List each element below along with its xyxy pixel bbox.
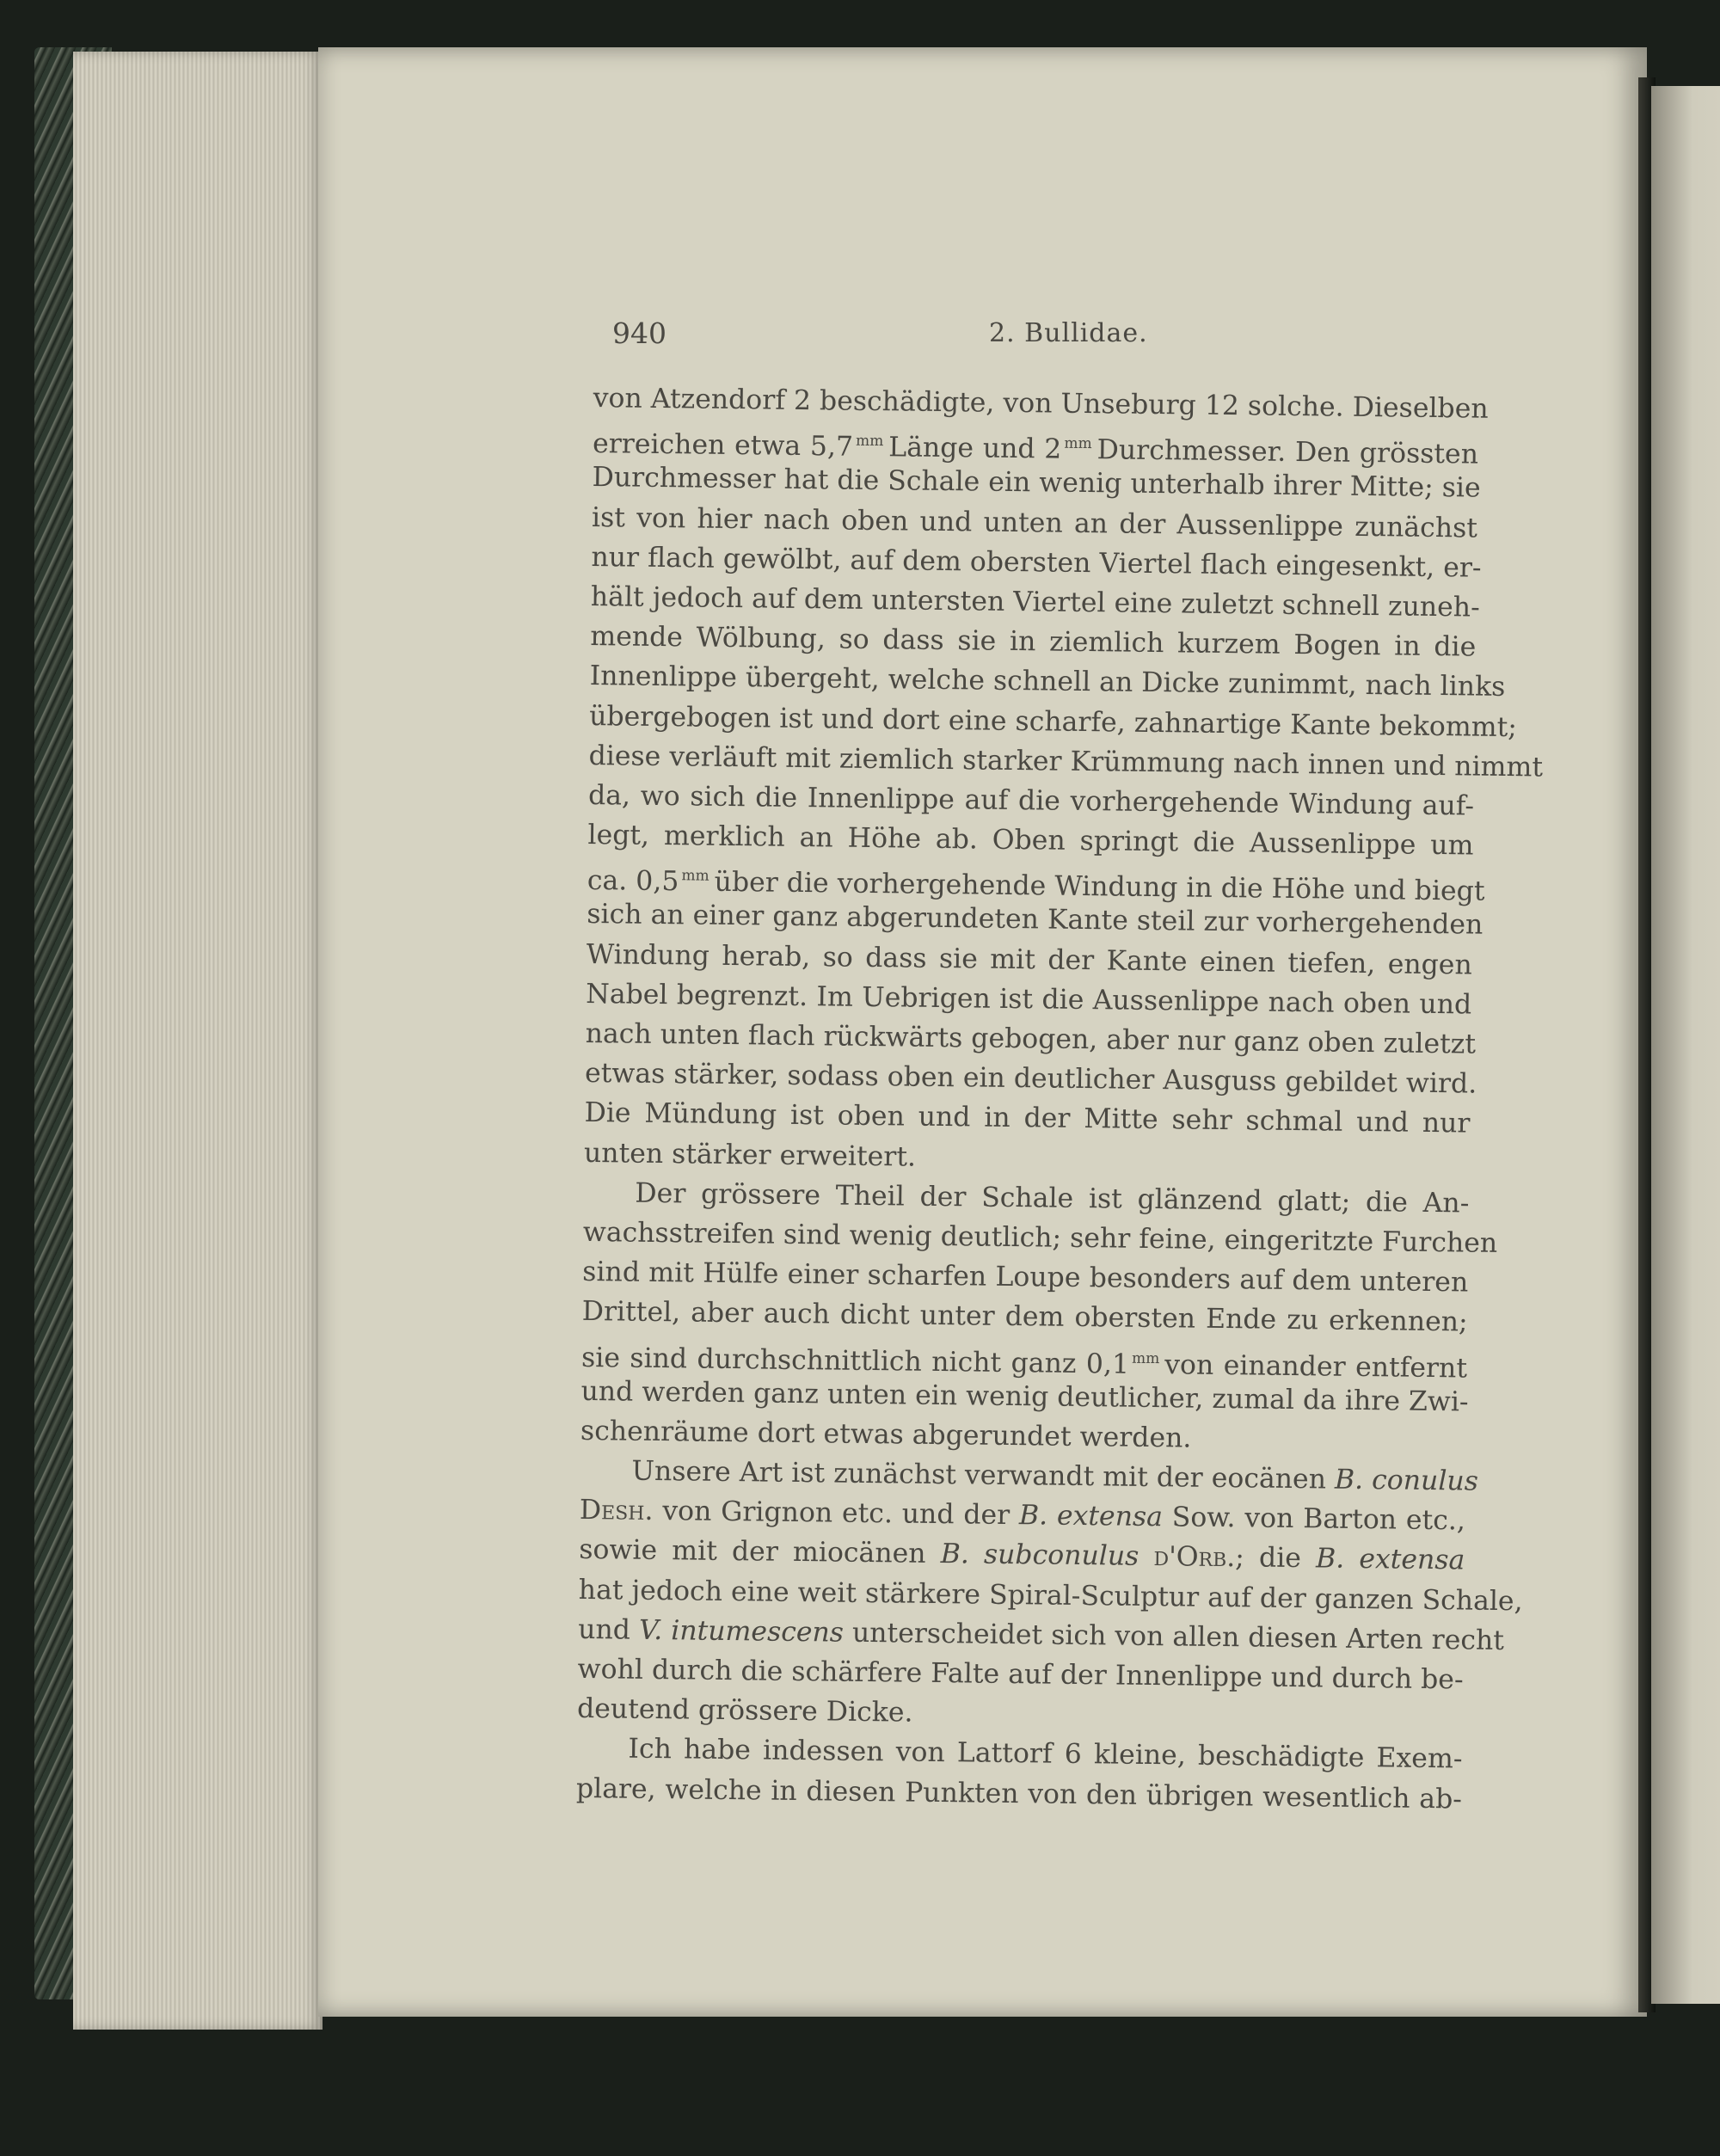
- species-name: V. intumescens: [638, 1614, 845, 1649]
- text-line: hält jedoch auf dem untersten Viertel eine zuletzt schnell zuneh-: [590, 580, 1480, 623]
- text-line: und V. intumescens unterscheidet sich von allen diesen Arten recht: [578, 1613, 1505, 1656]
- text-line: nach unten flach rückwärts gebogen, aber nur ganz oben zuletzt: [585, 1017, 1477, 1060]
- text-line: Windung herab, so dass sie mit der Kante einen tiefen, engen: [586, 938, 1472, 981]
- text-line: schenräume dort etwas abgerundet werden.: [580, 1415, 1192, 1454]
- text-line: mende Wölbung, so dass sie in ziemlich kurzem Bogen in die: [590, 621, 1477, 663]
- text-line: übergebogen ist und dort eine scharfe, zahnartige Kante bekommt;: [588, 700, 1518, 743]
- paragraph-2: [580, 1173, 1498, 1462]
- running-head: 2. Bullidae.: [989, 318, 1148, 348]
- page-header: [612, 310, 1472, 361]
- text-line: sie sind durchschnittlich nicht ganz 0,1 $^{mm}$ von einander entfernt: [580, 1342, 1468, 1384]
- text-line: nur flach gewölbt, auf dem obersten Viertel flach eingesenkt, er-: [591, 541, 1482, 584]
- species-name: B. conulus: [1334, 1464, 1479, 1497]
- page-number: 940: [612, 316, 666, 350]
- text-line: sind mit Hülfe einer scharfen Loupe besonders auf dem unteren: [582, 1256, 1469, 1299]
- text-line: etwas stärker, sodass oben ein deutlicher Ausguss gebildet wird.: [584, 1058, 1477, 1100]
- text-line: ca. 0,5 $^{mm}$ über die vorhergehende Windung in die Höhe und biegt: [587, 865, 1485, 907]
- text-line: da, wo sich die Innenlippe auf die vorhergehende Windung auf-: [587, 779, 1475, 822]
- text-line: sowie mit der miocänen B. subconulus d'Orb.; die B. extensa: [579, 1534, 1465, 1576]
- facing-page-edge: [1651, 86, 1720, 2004]
- text-line: erreichen etwa 5,7 $^{mm}$ Länge und 2 $^{mm}$ Durchmesser. Den grössten: [592, 428, 1479, 470]
- text-line: Innenlippe übergeht, welche schnell an Dicke zunimmt, nach links: [589, 660, 1506, 703]
- text-line: diese verläuft mit ziemlich starker Krümmung nach innen und nimmt: [588, 740, 1544, 783]
- paragraph-3: [576, 1451, 1523, 1740]
- page-edges: [73, 52, 322, 2030]
- author-name: d'Orb.: [1153, 1541, 1236, 1574]
- paragraph-4: [576, 1729, 1463, 1819]
- text-line: Desh. von Grignon etc. und der B. extensa Sow. von Barton etc.,: [579, 1495, 1466, 1537]
- text-line: Ich habe indessen von Lattorf 6 kleine, beschädigte Exem-: [628, 1733, 1463, 1775]
- text-line: Die Mündung ist oben und in der Mitte sehr schmal und nur: [584, 1097, 1471, 1139]
- text-line: von Atzendorf 2 beschädigte, von Unseburg 12 solche. Dieselben: [593, 382, 1489, 425]
- text-line: Nabel begrenzt. Im Uebrigen ist die Aussenlippe nach oben und: [586, 978, 1472, 1021]
- text-line: legt, merklich an Höhe ab. Oben springt die Aussenlippe um: [587, 820, 1474, 862]
- text-line: und werden ganz unten ein wenig deutlicher, zumal da ihre Zwi-: [580, 1375, 1469, 1418]
- text-line: plare, welche in diesen Punkten von den übrigen wesentlich ab-: [575, 1772, 1463, 1815]
- text-line: hat jedoch eine weit stärkere Spiral-Sculptur auf der ganzen Schale,: [578, 1574, 1523, 1617]
- species-name: B. subconulus: [940, 1539, 1140, 1573]
- text-line: Durchmesser hat die Schale ein wenig unterhalb ihrer Mitte; sie: [592, 462, 1481, 504]
- text-line: unten stärker erweitert.: [583, 1137, 917, 1173]
- text-line: wachsstreifen sind wenig deutlich; sehr feine, eingeritzte Furchen: [582, 1216, 1498, 1259]
- species-name: B. extensa: [1018, 1500, 1164, 1533]
- text-line: Der grössere Theil der Schale ist glänzend glatt; die An-: [635, 1177, 1470, 1219]
- paragraph-1: [583, 378, 1544, 1183]
- text-line: deutend grössere Dicke.: [576, 1693, 913, 1729]
- text-line: wohl durch die schärfere Falte auf der Innenlippe und durch be-: [577, 1653, 1464, 1696]
- text-line: Unsere Art ist zunächst verwandt mit der eocänen B. conulus: [631, 1455, 1479, 1497]
- text-line: Drittel, aber auch dicht unter dem obersten Ende zu erkennen;: [581, 1296, 1468, 1338]
- author-name: Desh.: [579, 1495, 654, 1527]
- species-name: B. extensa: [1315, 1543, 1465, 1576]
- body-text: [575, 378, 1544, 1819]
- text-line: sich an einer ganz abgerundeten Kante steil zur vorhergehenden: [587, 899, 1484, 942]
- text-line: ist von hier nach oben und unten an der Aussenlippe zunächst: [591, 501, 1478, 544]
